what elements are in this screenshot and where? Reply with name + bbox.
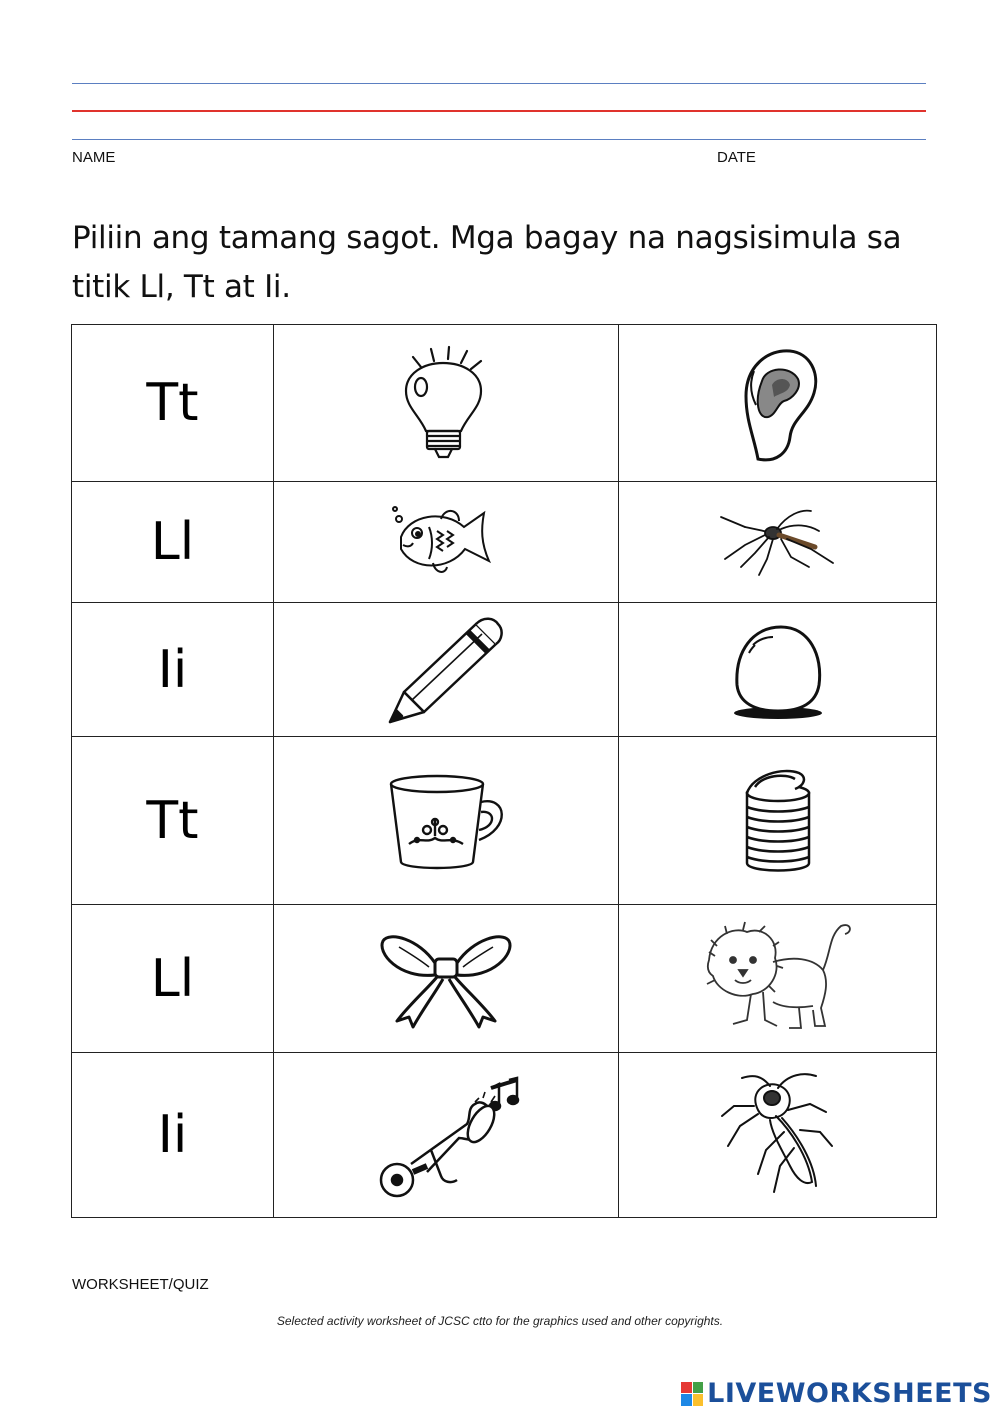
cockroach-icon[interactable] (718, 1070, 838, 1200)
credit-text: Selected activity worksheet of JCSC ctto for the graphics used and other copyrights. (276, 1314, 724, 1328)
table-row (72, 905, 937, 1053)
table-row (72, 603, 937, 737)
ear-icon[interactable] (728, 341, 828, 466)
writing-line-bottom (72, 139, 926, 140)
letter-label: Tt (146, 373, 199, 433)
table-row (72, 1053, 937, 1218)
choice-cell[interactable] (619, 482, 937, 603)
writing-line-middle (72, 110, 926, 112)
letter-label: Ll (150, 512, 195, 572)
date-label: DATE (717, 149, 756, 166)
brand-logo[interactable] (681, 1378, 992, 1409)
instruction-text: Piliin ang tamang sagot. Mga bagay na nagsisimula sa titik Ll, Tt at Ii. (72, 220, 902, 305)
table-row (72, 325, 937, 482)
letter-cell (72, 482, 274, 603)
lion-icon[interactable] (703, 916, 853, 1041)
choice-cell[interactable] (619, 905, 937, 1053)
letter-cell (72, 737, 274, 905)
letter-label: Ii (157, 639, 188, 700)
egg-icon[interactable] (723, 615, 833, 725)
table-row (72, 482, 937, 603)
choice-cell[interactable] (619, 603, 937, 737)
brand-text: LIVEWORKSHEETS (707, 1378, 992, 1409)
choice-cell[interactable] (619, 737, 937, 905)
letter-cell (72, 905, 274, 1053)
lightbulb-icon[interactable] (391, 343, 501, 463)
name-label: NAME (72, 149, 116, 166)
letter-cell (72, 603, 274, 737)
choice-cell[interactable] (274, 325, 619, 482)
cup-icon[interactable] (379, 766, 514, 876)
letter-label: Tt (146, 790, 199, 851)
choice-cell[interactable] (274, 737, 619, 905)
choice-cell[interactable] (619, 325, 937, 482)
fish-icon[interactable] (389, 497, 504, 587)
choice-cell[interactable] (274, 905, 619, 1053)
letter-label: Ll (150, 948, 195, 1009)
table-row (72, 737, 937, 905)
liveworksheets-logo-icon (681, 1382, 703, 1406)
letter-cell (72, 325, 274, 482)
mosquito-icon[interactable] (715, 505, 840, 580)
letter-label: Ii (157, 1105, 188, 1165)
horn-icon[interactable] (371, 1068, 521, 1203)
footer-label: WORKSHEET/QUIZ (72, 1276, 209, 1293)
writing-line-top (72, 83, 926, 84)
choice-cell[interactable] (274, 1053, 619, 1218)
letter-cell (72, 1053, 274, 1218)
ribbon-icon[interactable] (379, 929, 514, 1029)
pencil-icon[interactable] (384, 614, 509, 726)
choice-cell[interactable] (274, 603, 619, 737)
choice-cell[interactable] (619, 1053, 937, 1218)
choice-cell[interactable] (274, 482, 619, 603)
answer-table (71, 324, 937, 1218)
can-icon[interactable] (733, 763, 823, 878)
